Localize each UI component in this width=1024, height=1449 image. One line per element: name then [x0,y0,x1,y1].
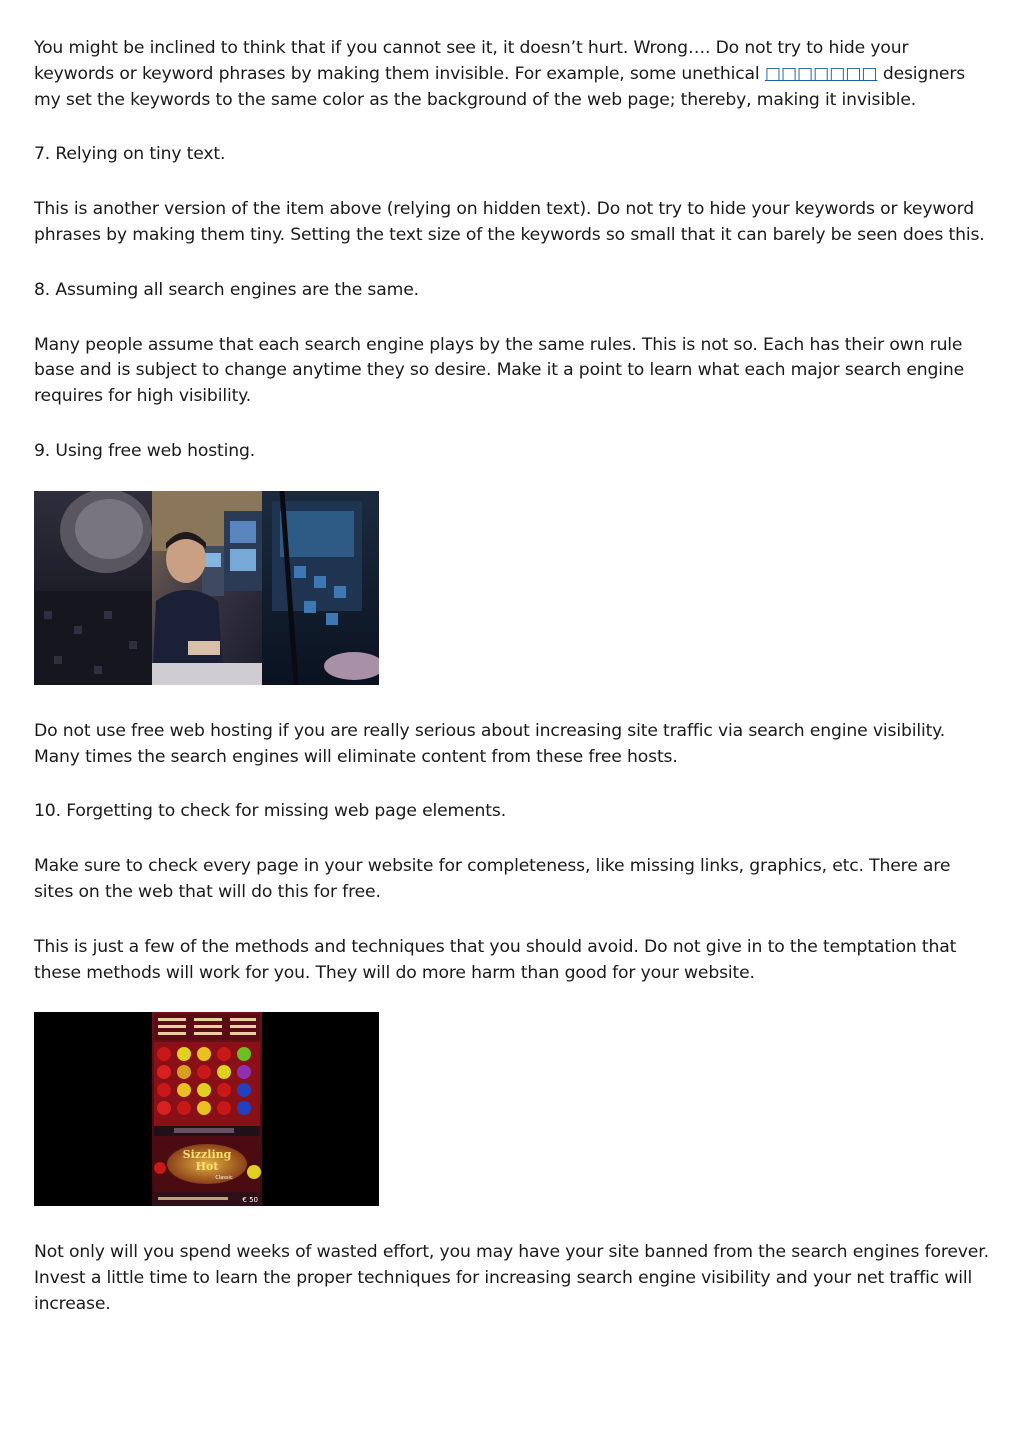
slot-amount: € 50 [242,1196,258,1205]
paragraph-text: You might be inclined to think that if you cannot see it, it doesn’t hurt. Wrong…. Do not try to hide your keywords or keyword phrases by making them invisible. For example, some unethical [34,38,909,84]
designer-link[interactable]: □□□□□□□ [764,63,878,84]
paragraph-missing-elements: Make sure to check every page in your website for completeness, like missing links, graphics, etc. There are sites on the web that will do this for free. [34,856,951,902]
paragraph-avoid-methods: This is just a few of the methods and techniques that you should avoid. Do not give in to the temptation that these methods will work for you. They will do more harm than good for your website. [34,936,957,983]
slot-game-photo [34,1012,379,1206]
heading-free-hosting: 9. Using free web hosting. [34,440,256,461]
paragraph-conclusion: Not only will you spend weeks of wasted effort, you may have your site banned from the search engines forever. Invest a little time to learn the proper techniques for increasing search engine visibility and your net traffic will increase. [34,1242,989,1314]
slot-title-line3: Classic [215,1175,233,1182]
heading-search-engines-same: 8. Assuming all search engines are the same. [34,279,419,300]
document-body [34,36,990,1347]
casino-photo [34,491,379,685]
slot-title-line1: Sizzling [182,1148,232,1162]
paragraph-text: designers my set the keywords to the same color as the background of the web page; thereby, making it invisible. [34,63,966,110]
heading-missing-elements: 10. Forgetting to check for missing web page elements. [34,801,507,822]
slot-title-line2: Hot [195,1160,219,1174]
paragraph-free-hosting: Do not use free web hosting if you are really serious about increasing site traffic via search engine visibility. Many times the search engines will eliminate content from these free hosts. [34,720,946,767]
paragraph-search-engines-same: Many people assume that each search engine plays by the same rules. This is not so. Each has their own rule base and is subject to change anytime they so desire. Make it a point to learn what each major search engine requires for high visibility. [34,334,965,407]
heading-tiny-text: 7. Relying on tiny text. [34,144,226,165]
paragraph-hidden-text [34,36,990,113]
paragraph-tiny-text: This is another version of the item above (relying on hidden text). Do not try to hide your keywords or keyword phrases by making them tiny. Setting the text size of the keywords so small that it can barely be seen does this. [34,199,985,245]
